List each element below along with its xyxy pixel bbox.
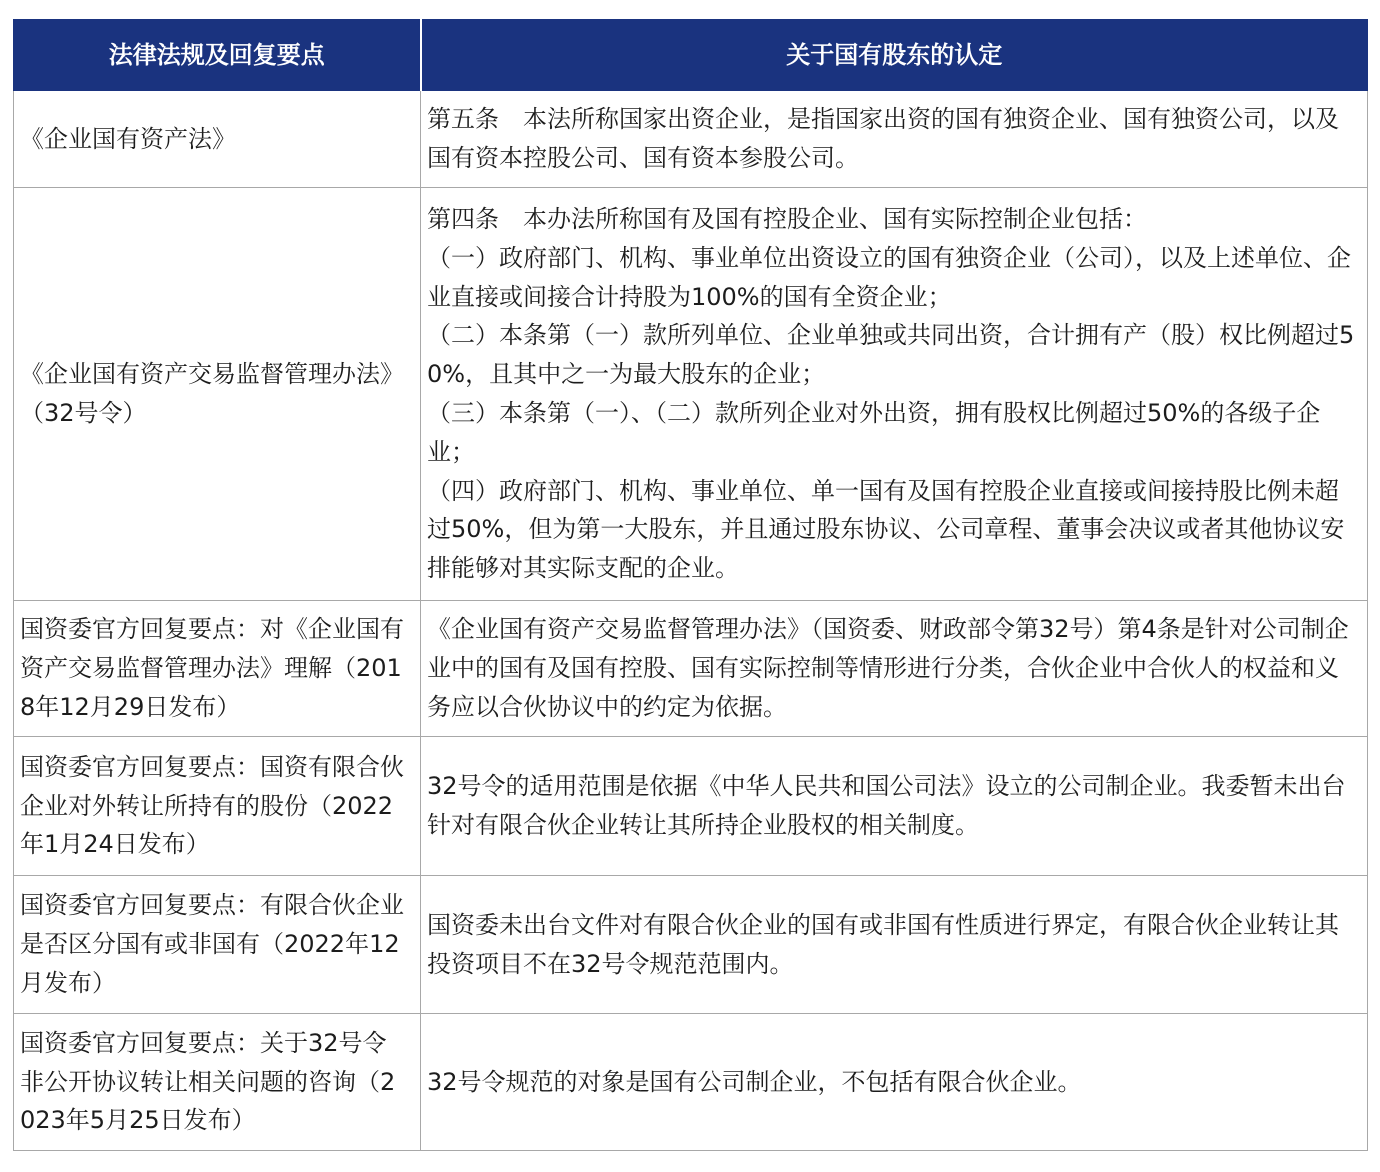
table-row xyxy=(14,91,1368,188)
table-row xyxy=(14,737,1368,876)
table-body xyxy=(14,91,1368,1151)
row-source-cell: 《企业国有资产法》 xyxy=(14,91,421,188)
law-comparison-table xyxy=(13,19,1368,1151)
row-source-cell: 《企业国有资产交易监督管理办法》（32号令） xyxy=(14,188,421,601)
table-row xyxy=(14,188,1368,601)
article-intro-line: 第四条 本办法所称国有及国有控股企业、国有实际控制企业包括： xyxy=(427,205,1147,234)
table-header xyxy=(14,20,1368,91)
row-source-cell: 国资委官方回复要点：对《企业国有资产交易监督管理办法》理解（2018年12月29日发布） xyxy=(14,601,421,737)
header-state-shareholder-definition: 关于国有股东的认定 xyxy=(421,20,1368,91)
table-row xyxy=(14,876,1368,1014)
row-content-cell: 32号令的适用范围是依据《中华人民共和国公司法》设立的公司制企业。我委暂未出台针对有限合伙企业转让其所持企业股权的相关制度。 xyxy=(421,737,1368,876)
row-source-cell: 国资委官方回复要点：关于32号令非公开协议转让相关问题的咨询（2023年5月25日发布） xyxy=(14,1014,421,1151)
row-content-cell: 第五条 本法所称国家出资企业，是指国家出资的国有独资企业、国有独资公司，以及国有资本控股公司、国有资本参股公司。 xyxy=(421,91,1368,188)
clause-4-line: （四）政府部门、机构、事业单位、单一国有及国有控股企业直接或间接持股比例未超过50%，但为第一大股东，并且通过股东协议、公司章程、董事会决议或者其他协议安排能够对其实际支配的企业。 xyxy=(427,476,1345,583)
clause-1-line: （一）政府部门、机构、事业单位出资设立的国有独资企业（公司），以及上述单位、企业直接或间接合计持股为100%的国有全资企业； xyxy=(427,243,1351,311)
row-source-cell: 国资委官方回复要点：有限合伙企业是否区分国有或非国有（2022年12月发布） xyxy=(14,876,421,1014)
row-content-cell: 《企业国有资产交易监督管理办法》（国资委、财政部令第32号）第4条是针对公司制企业中的国有及国有控股、国有实际控制等情形进行分类，合伙企业中合伙人的权益和义务应以合伙协议中的约定为依据。 xyxy=(421,601,1368,737)
row-content-cell: 国资委未出台文件对有限合伙企业的国有或非国有性质进行界定，有限合伙企业转让其投资项目不在32号令规范范围内。 xyxy=(421,876,1368,1014)
clause-3-line: （三）本条第（一）、（二）款所列企业对外出资，拥有股权比例超过50%的各级子企业； xyxy=(427,399,1321,466)
table-row xyxy=(14,1014,1368,1151)
header-laws-and-replies: 法律法规及回复要点 xyxy=(14,20,421,91)
header-row xyxy=(14,20,1368,91)
row-content-cell xyxy=(421,188,1368,601)
row-content-cell: 32号令规范的对象是国有公司制企业，不包括有限合伙企业。 xyxy=(421,1014,1368,1151)
clause-2-line: （二）本条第（一）款所列单位、企业单独或共同出资，合计拥有产（股）权比例超过50%，且其中之一为最大股东的企业； xyxy=(427,321,1355,389)
table-row xyxy=(14,601,1368,737)
row-source-cell: 国资委官方回复要点：国资有限合伙企业对外转让所持有的股份（2022年1月24日发布） xyxy=(14,737,421,876)
